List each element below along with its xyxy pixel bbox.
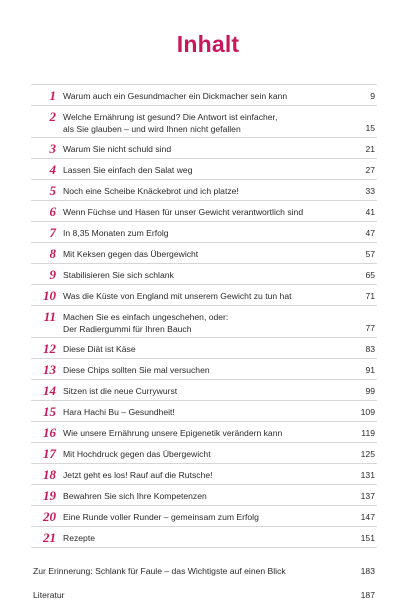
toc-entry <box>31 443 377 464</box>
table-of-contents <box>31 84 377 607</box>
chapter-title: Machen Sie es einfach ungeschehen, oder: Der Radiergummi für Ihren Bauch <box>63 312 229 334</box>
chapter-title: Wenn Füchse und Hasen für unser Gewicht verantwortlich sind <box>63 207 304 217</box>
page-number: 183 <box>360 566 375 576</box>
page-number: 21 <box>365 144 375 154</box>
chapter-title: Wie unsere Ernährung unsere Epigenetik verändern kann <box>63 428 283 438</box>
toc-entry <box>31 506 377 527</box>
chapter-number: 8 <box>49 246 56 261</box>
chapter-title: Mit Hochdruck gegen das Übergewicht <box>63 449 211 459</box>
chapter-number: 7 <box>49 225 56 240</box>
toc-entry <box>31 201 377 222</box>
toc-appendix-entry <box>31 559 377 583</box>
chapter-number: 3 <box>49 141 56 156</box>
chapter-title: Mit Keksen gegen das Übergewicht <box>63 249 199 259</box>
chapter-title: Hara Hachi Bu – Gesundheit! <box>63 407 175 417</box>
chapter-title: In 8,35 Monaten zum Erfolg <box>63 228 169 238</box>
page-number: 109 <box>360 407 375 417</box>
page-number: 131 <box>360 470 375 480</box>
chapter-number: 4 <box>49 162 56 177</box>
page-number: 41 <box>365 207 375 217</box>
chapter-title: Jetzt geht es los! Rauf auf die Rutsche! <box>63 470 213 480</box>
page-number: 33 <box>365 186 375 196</box>
page-title: Inhalt <box>176 31 240 57</box>
toc-appendix-entry <box>31 583 377 607</box>
chapter-number: 13 <box>43 362 56 377</box>
page-number: 57 <box>365 249 375 259</box>
toc-entry <box>31 485 377 506</box>
toc-entry <box>31 264 377 285</box>
page-number: 125 <box>360 449 375 459</box>
chapter-title: Sitzen ist die neue Currywurst <box>63 386 178 396</box>
toc-entry <box>31 380 377 401</box>
chapter-title: Lassen Sie einfach den Salat weg <box>63 165 193 175</box>
chapter-title: Welche Ernährung ist gesund? Die Antwort ist einfacher, als Sie glauben – und wird Ihnen nicht gefallen <box>63 112 278 134</box>
chapter-number: 21 <box>43 530 56 545</box>
chapter-title: Warum auch ein Gesundmacher ein Dickmacher sein kann <box>63 91 288 101</box>
toc-entry <box>31 527 377 548</box>
toc-entry <box>31 106 377 138</box>
chapter-number: 9 <box>49 267 56 282</box>
chapter-number: 10 <box>43 288 56 303</box>
toc-entry <box>31 243 377 264</box>
page-number: 147 <box>360 512 375 522</box>
toc-entry <box>31 180 377 201</box>
appendix-title: Literatur <box>33 590 65 600</box>
chapter-number: 20 <box>43 509 56 524</box>
toc-entry <box>31 85 377 106</box>
chapter-title: Diese Diät ist Käse <box>63 344 136 354</box>
appendix-title: Zur Erinnerung: Schlank für Faule – das Wichtigste auf einen Blick <box>33 566 286 576</box>
chapter-number: 6 <box>49 204 56 219</box>
toc-entry <box>31 464 377 485</box>
chapter-list <box>31 85 377 548</box>
appendix-list <box>31 559 377 607</box>
toc-entry <box>31 138 377 159</box>
chapter-number: 17 <box>43 446 56 461</box>
page-number: 83 <box>365 344 375 354</box>
chapter-number: 15 <box>43 404 56 419</box>
page-number: 99 <box>365 386 375 396</box>
page-number: 9 <box>370 91 375 101</box>
chapter-title: Bewahren Sie sich Ihre Kompetenzen <box>63 491 207 501</box>
toc-entry <box>31 306 377 338</box>
page-number: 71 <box>365 291 375 301</box>
toc-entry <box>31 285 377 306</box>
page-number: 137 <box>360 491 375 501</box>
chapter-number: 18 <box>43 467 56 482</box>
toc-entry <box>31 159 377 180</box>
chapter-number: 5 <box>49 183 56 198</box>
chapter-number: 19 <box>43 488 56 503</box>
chapter-number: 12 <box>43 341 56 356</box>
toc-entry <box>31 401 377 422</box>
chapter-number: 2 <box>49 109 56 124</box>
page-number: 77 <box>365 323 375 333</box>
chapter-title: Diese Chips sollten Sie mal versuchen <box>63 365 210 375</box>
chapter-title: Was die Küste von England mit unserem Gewicht zu tun hat <box>63 291 292 301</box>
page-number: 119 <box>361 428 375 438</box>
page-number: 65 <box>365 270 375 280</box>
toc-entry <box>31 338 377 359</box>
toc-entry <box>31 359 377 380</box>
page-number: 151 <box>360 533 375 543</box>
page-number: 91 <box>365 365 375 375</box>
chapter-number: 1 <box>49 88 56 103</box>
chapter-title: Stabilisieren Sie sich schlank <box>63 270 174 280</box>
chapter-title: Rezepte <box>63 533 96 543</box>
toc-entry <box>31 422 377 443</box>
page-number: 27 <box>365 165 375 175</box>
page-number: 47 <box>365 228 375 238</box>
page-number: 187 <box>360 590 375 600</box>
chapter-number: 11 <box>43 309 56 324</box>
chapter-number: 14 <box>43 383 56 398</box>
chapter-title: Eine Runde voller Runder – gemeinsam zum Erfolg <box>63 512 259 522</box>
chapter-title: Warum Sie nicht schuld sind <box>63 144 172 154</box>
chapter-number: 16 <box>43 425 56 440</box>
page-number: 15 <box>365 123 375 133</box>
chapter-title: Noch eine Scheibe Knäckebrot und ich platze! <box>63 186 239 196</box>
toc-entry <box>31 222 377 243</box>
